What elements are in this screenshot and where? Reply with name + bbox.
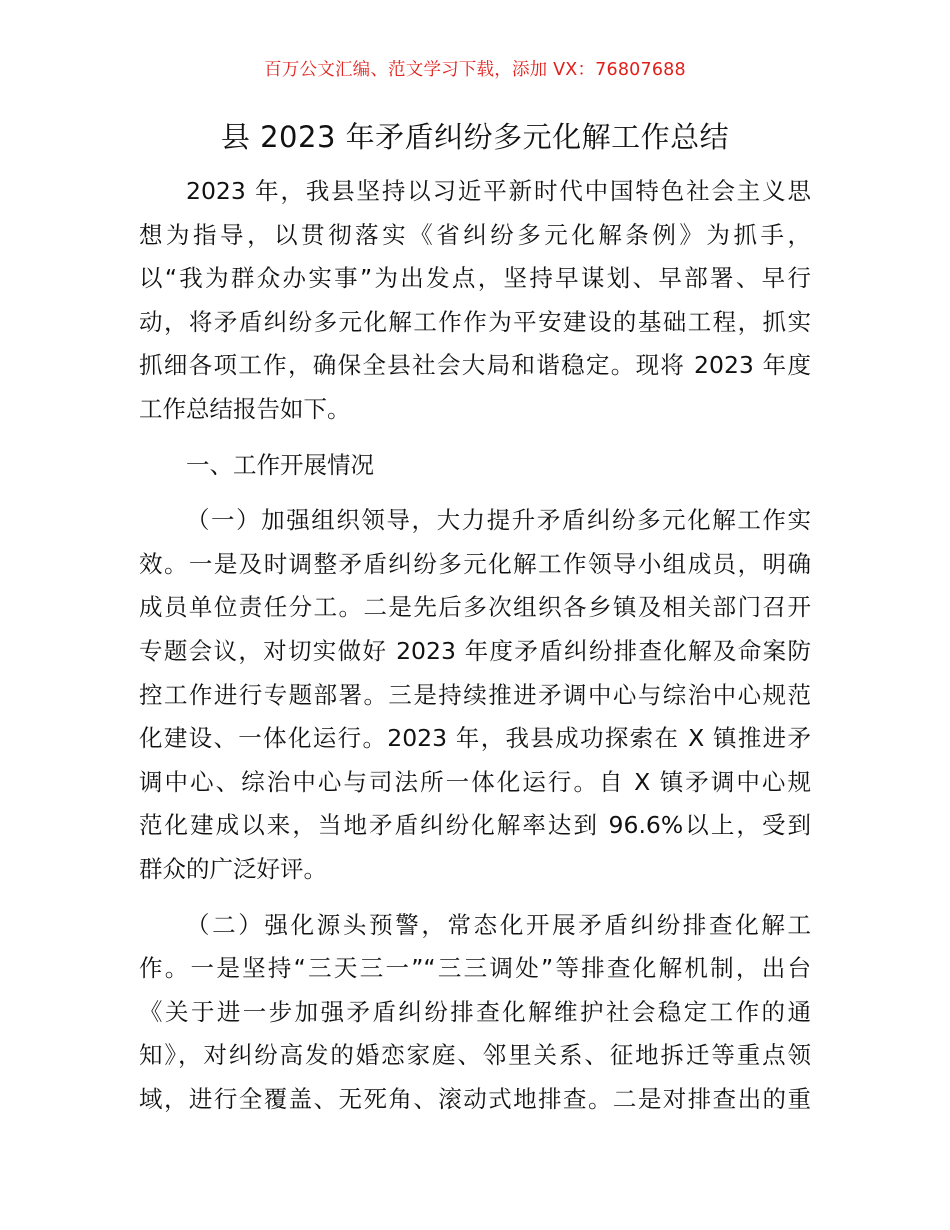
text-line: （一）加强组织领导，大力提升矛盾纠纷多元化解工作实 xyxy=(186,506,811,535)
document-title: 县 2023 年矛盾纠纷多元化解工作总结 xyxy=(220,120,730,154)
paragraph-spacer xyxy=(139,487,811,499)
text-line: 效。一是及时调整矛盾纠纷多元化解工作领导小组成员，明确 xyxy=(139,549,811,578)
text-line: 域，进行全覆盖、无死角、滚动式地排查。二是对排查出的重 xyxy=(139,1084,811,1113)
text-line: 2023 年，我县坚持以习近平新时代中国特色社会主义思 xyxy=(186,177,811,205)
text-line: 作。一是坚持“三天三一”“三三调处”等排查化解机制，出台 xyxy=(139,954,811,983)
text-line: （二）强化源头预警，常态化开展矛盾纠纷排查化解工 xyxy=(186,910,811,939)
paragraph-subsection-1 xyxy=(139,499,811,891)
text-line: 专题会议，对切实做好 2023 年度矛盾纠纷排查化解及命案防 xyxy=(139,636,811,665)
document-body xyxy=(139,170,811,1121)
text-line: 以“我为群众办实事”为出发点，坚持早谋划、早部署、早行 xyxy=(139,264,811,293)
text-line: 工作总结报告如下。 xyxy=(139,394,351,423)
paragraph-spacer xyxy=(139,892,811,904)
text-line: 《关于进一步加强矛盾纠纷排查化解维护社会稳定工作的通 xyxy=(139,997,811,1026)
paragraph-spacer xyxy=(139,432,811,444)
text-line: 抓细各项工作，确保全县社会大局和谐稳定。现将 2023 年度 xyxy=(139,351,811,380)
paragraph-intro xyxy=(139,170,811,432)
text-line: 化建设、一体化运行。2023 年，我县成功探索在 X 镇推进矛 xyxy=(139,724,811,753)
text-line: 知》，对纠纷高发的婚恋家庭、邻里关系、征地拆迁等重点领 xyxy=(139,1041,811,1070)
text-line: 群众的广泛好评。 xyxy=(139,854,327,883)
section-heading: 一、工作开展情况 xyxy=(186,450,374,479)
watermark-banner: 百万公文汇编、范文学习下载，添加 VX：76807688 xyxy=(264,60,686,80)
text-line: 想为指导，以贯彻落实《省纠纷多元化解条例》为抓手， xyxy=(139,220,811,249)
text-line: 控工作进行专题部署。三是持续推进矛调中心与综治中心规范 xyxy=(139,680,811,709)
text-line: 成员单位责任分工。二是先后多次组织各乡镇及相关部门召开 xyxy=(139,593,811,622)
section-heading-work-progress xyxy=(139,444,811,488)
text-line: 调中心、综治中心与司法所一体化运行。自 X 镇矛调中心规 xyxy=(139,767,811,796)
text-line: 范化建成以来，当地矛盾纠纷化解率达到 96.6%以上，受到 xyxy=(139,811,811,840)
paragraph-subsection-2 xyxy=(139,904,811,1122)
text-line: 动，将矛盾纠纷多元化解工作作为平安建设的基础工程，抓实 xyxy=(139,307,811,336)
